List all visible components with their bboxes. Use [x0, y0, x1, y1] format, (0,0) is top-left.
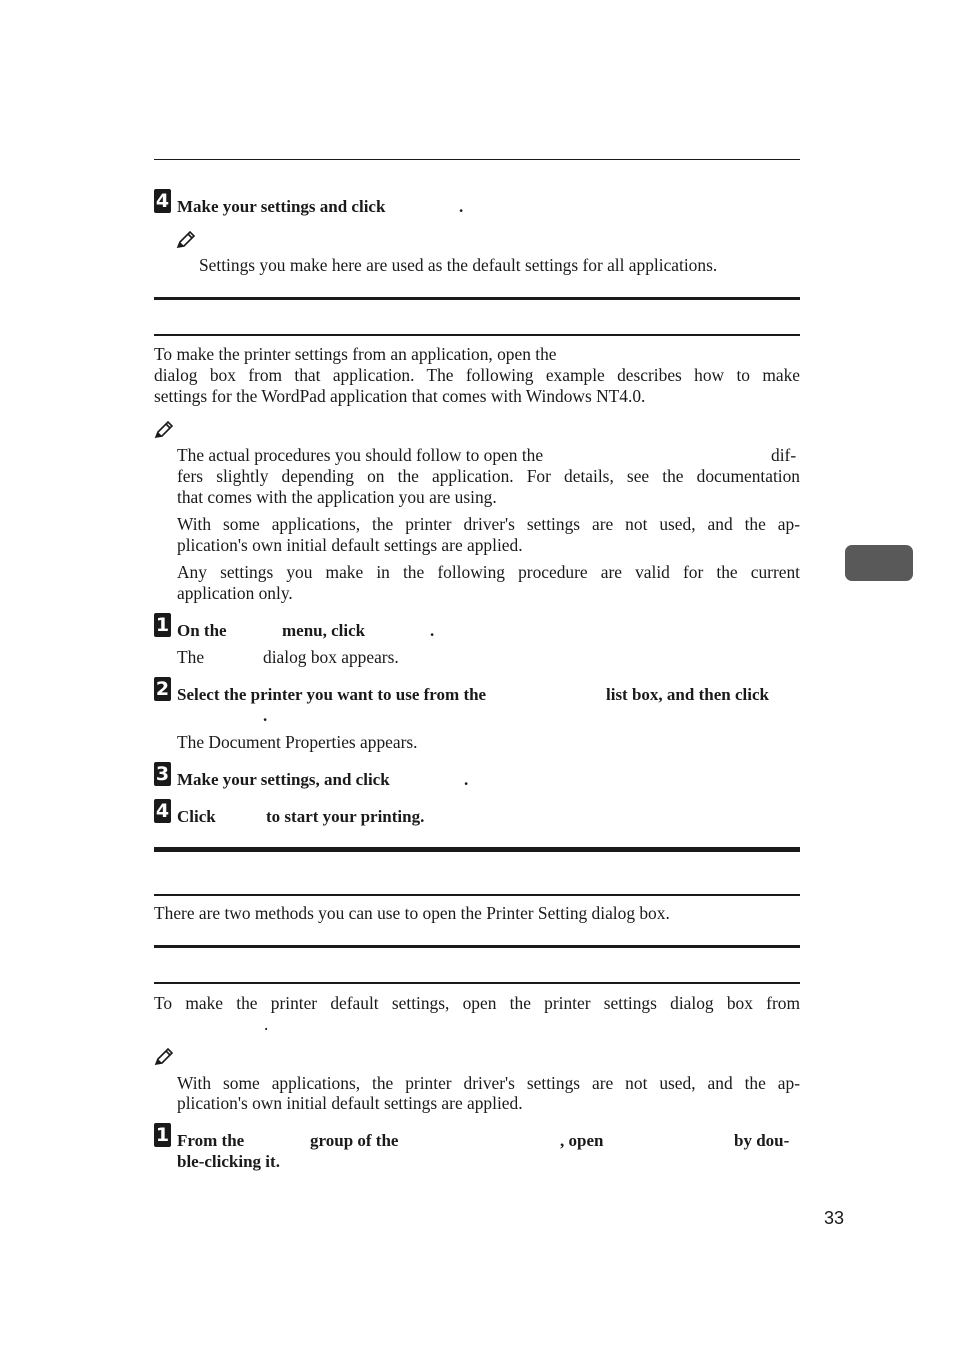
page-number: 33: [824, 1208, 845, 1228]
note-line: With some applications, the printer driver's settings are not used, and the ap-: [177, 514, 800, 534]
pencil-note-icon: [176, 230, 196, 250]
step-text: Select the printer you want to use from the: [177, 685, 487, 704]
step-text-period: .: [464, 770, 469, 789]
step-text: group of the: [310, 1131, 399, 1150]
note-line: fers slightly depending on the application. For details, see the documentation: [177, 466, 800, 486]
section-heading-rule-bottom: [154, 334, 800, 336]
step-number-badge: 3: [155, 763, 170, 785]
intro-line: dialog box from that application. The following example describes how to make: [154, 365, 800, 385]
pencil-note-icon: [154, 420, 174, 440]
step-number-badge: 4: [155, 190, 170, 212]
header-rule: [154, 159, 800, 160]
step-result: dialog box appears.: [263, 647, 399, 667]
step-text-period: .: [430, 621, 435, 640]
step-text: list box, and then click: [606, 685, 769, 704]
section-heading-rule-top: [154, 297, 800, 300]
section-heading-rule-top: [154, 847, 800, 852]
intro-line: To make the printer default settings, open the printer settings dialog box from: [154, 993, 800, 1013]
step-text: to start your printing.: [266, 807, 425, 826]
step-text: by dou-: [734, 1131, 790, 1150]
note-line: Any settings you make in the following procedure are valid for the current: [177, 562, 800, 582]
note-line: With some applications, the printer driver's settings are not used, and the ap-: [177, 1073, 800, 1093]
step-text-period: .: [459, 197, 464, 216]
note-line: plication's own initial default settings are applied.: [177, 1093, 523, 1113]
step-text: From the: [177, 1131, 245, 1150]
note-line-end: dif-: [771, 445, 797, 465]
step-number-badge: 1: [155, 1124, 170, 1146]
chapter-tab: [845, 545, 913, 581]
note-line: plication's own initial default settings are applied.: [177, 535, 523, 555]
step-text-period: .: [263, 706, 268, 725]
section-heading-rule-top: [154, 945, 800, 948]
step-number-badge: 4: [155, 800, 170, 822]
intro-line: .: [264, 1014, 269, 1034]
intro-line: settings for the WordPad application that comes with Windows NT4.0.: [154, 386, 646, 406]
note-line: The actual procedures you should follow to open the: [177, 445, 544, 465]
pencil-note-icon: [154, 1047, 174, 1067]
step-text: On the: [177, 621, 227, 640]
section-heading-rule-bottom: [154, 894, 800, 896]
step-text: menu, click: [282, 621, 366, 640]
step-number-badge: 2: [155, 678, 170, 700]
note-line: application only.: [177, 583, 293, 603]
step-text: Make your settings and click: [177, 197, 386, 216]
step-result: The: [177, 647, 205, 667]
step-text: ble-clicking it.: [177, 1152, 280, 1171]
step-result: The Document Properties appears.: [177, 732, 418, 752]
step-text: Click: [177, 807, 216, 826]
note-line: that comes with the application you are using.: [177, 487, 497, 507]
step-text: Make your settings, and click: [177, 770, 390, 789]
intro-line: To make the printer settings from an application, open the: [154, 344, 557, 364]
section-heading-rule-bottom: [154, 982, 800, 984]
step-number-badge: 1: [155, 614, 170, 636]
step-text: , open: [560, 1131, 604, 1150]
note-text: Settings you make here are used as the default settings for all applications.: [199, 255, 718, 275]
intro-line: There are two methods you can use to open the Printer Setting dialog box.: [154, 903, 670, 923]
